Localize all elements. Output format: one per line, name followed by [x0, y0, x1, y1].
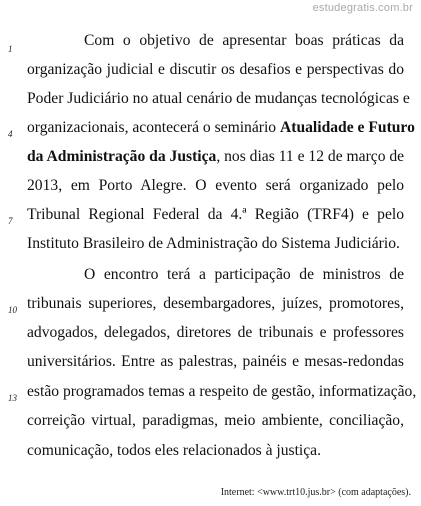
seminar-title-part-2: da Administração da Justiça [27, 148, 217, 165]
seminar-title-part-1: Atualidade e Futuro [280, 119, 415, 136]
text-line: O encontro terá a participação de ministros de [84, 266, 404, 283]
text-line: correição virtual, paradigmas, meio ambiente, conciliação, [27, 412, 404, 429]
text-line: organização judicial e discutir os desafios e perspectivas do [27, 61, 404, 78]
text-line: Tribunal Regional Federal da 4.ª Região (TRF4) e pelo [27, 206, 404, 223]
text-fragment: organizacionais, acontecerá o seminário [27, 119, 280, 136]
text-line: universitários. Entre as palestras, painéis e mesas-redondas [27, 353, 404, 370]
text-line: estão programados temas a respeito de gestão, informatização, [27, 383, 417, 400]
line-number: 1 [8, 44, 13, 54]
text-line: advogados, delegados, diretores de tribunais e professores [27, 324, 404, 341]
line-number: 4 [8, 129, 13, 139]
text-line: comunicação, todos eles relacionados à justiça. [27, 442, 322, 459]
text-line: 2013, em Porto Alegre. O evento será organizado pelo [27, 177, 404, 194]
line-number: 10 [8, 305, 17, 315]
text-line: Poder Judiciário no atual cenário de mudanças tecnológicas e [27, 90, 410, 107]
text-line [27, 146, 404, 168]
watermark: estudegratis.com.br [312, 2, 413, 14]
line-number: 7 [8, 216, 13, 226]
text-line [27, 117, 415, 139]
text-line: Com o objetivo de apresentar boas práticas da [84, 32, 404, 49]
source-citation: Internet: <www.trt10.jus.br> (com adaptações). [220, 487, 411, 498]
text-fragment: , nos dias 11 e 12 de março de [216, 148, 405, 165]
line-number: 13 [8, 393, 17, 403]
text-line: Instituto Brasileiro de Administração do Sistema Judiciário. [27, 235, 400, 252]
text-line: tribunais superiores, desembargadores, juízes, promotores, [27, 295, 404, 312]
